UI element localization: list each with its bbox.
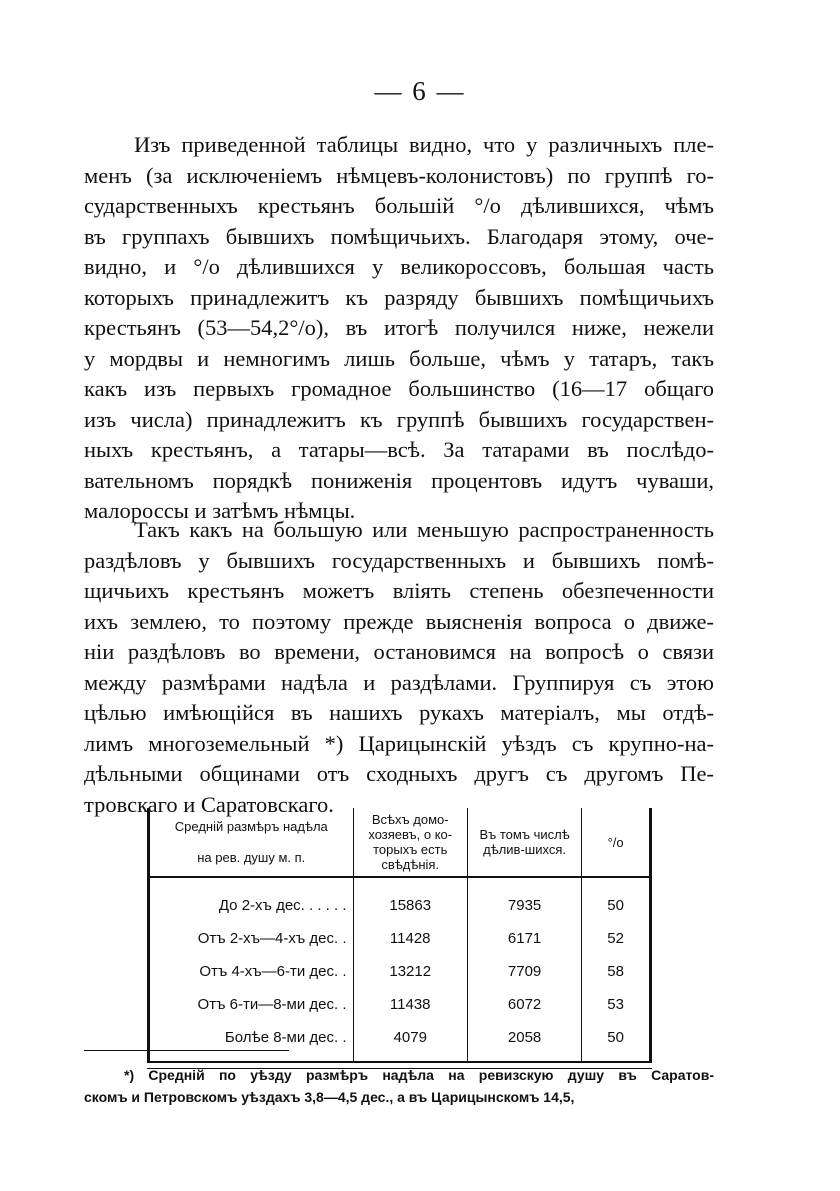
cell-all: 11438 xyxy=(353,988,467,1021)
text-line: видно, и °/о дѣлившихся у великороссовъ, большая часть xyxy=(84,254,714,279)
text-line: менъ (за исключенiемъ нѣмцевъ-колонистовъ) по группѣ го- xyxy=(84,162,714,188)
footnote-divider xyxy=(84,1050,289,1051)
header-allotment-size xyxy=(149,808,354,877)
header-all-households: Всѣхъ домо-хозяевъ, о ко-торыхъ есть свѣдѣнiя. xyxy=(353,808,467,877)
header-size-line2: на рев. душу м. п. xyxy=(197,850,306,865)
text-line: какъ изъ первыхъ громадное большинство (16—17 общаго xyxy=(84,376,714,401)
text-line: нiи раздѣловъ во времени, остановимся на вопросѣ о связи xyxy=(84,639,714,664)
text-line: крестьянъ (53—54,2°/о), въ итогѣ получился ниже, нежели xyxy=(84,315,714,340)
cell-divided: 6171 xyxy=(467,922,581,955)
header-percent: °/о xyxy=(582,808,651,877)
cell-divided: 7709 xyxy=(467,955,581,988)
table-row xyxy=(149,988,651,1021)
text-line: которыхъ принадлежитъ къ разряду бывшихъ помѣщичьихъ xyxy=(84,284,714,310)
table-row xyxy=(149,922,651,955)
footnote-line: *) Среднiй по уѣзду размѣръ надѣла на ревизскую душу въ Саратов- xyxy=(124,1067,714,1083)
cell-divided: 2058 xyxy=(467,1021,581,1061)
text-line: сударственныхъ крестьянъ большiй °/о дѣлившихся, чѣмъ xyxy=(84,193,714,218)
cell-all: 4079 xyxy=(353,1021,467,1061)
text-line: тровскаго и Саратовскаго. xyxy=(84,791,334,817)
cell-size: Болѣе 8-ми дес. . xyxy=(149,1021,354,1061)
cell-all: 13212 xyxy=(353,955,467,988)
text-line: ныхъ крестьянъ, а татары—всѣ. За татарами въ послѣдо- xyxy=(84,437,714,462)
text-line: щичьихъ крестьянъ можетъ влiять степень обезпеченности xyxy=(84,578,714,603)
cell-percent: 58 xyxy=(582,955,651,988)
cell-size: До 2-хъ дес. . . . . . xyxy=(149,877,354,922)
text-line: Изъ приведенной таблицы видно, что у различныхъ пле- xyxy=(134,132,714,157)
text-line: дѣльными общинами отъ сходныхъ другъ съ другомъ Пе- xyxy=(84,761,714,786)
text-line: Такъ какъ на большую или меньшую распространенность xyxy=(134,517,714,542)
table-row xyxy=(149,1021,651,1061)
text-line: ихъ землею, то поэтому прежде выясненiя вопроса о движе- xyxy=(84,608,714,634)
paragraph-1 xyxy=(84,130,714,527)
cell-percent: 53 xyxy=(582,988,651,1021)
text-line: у мордвы и немногимъ лишь больше, чѣмъ у татаръ, такъ xyxy=(84,345,714,371)
cell-percent: 50 xyxy=(582,877,651,922)
cell-percent: 52 xyxy=(582,922,651,955)
header-divided: Въ томъ числѣ дѣлив-шихся. xyxy=(467,808,581,877)
page-number: — 6 — xyxy=(374,76,466,106)
text-line: цѣлью имѣющiйся въ нашихъ рукахъ матерiалъ, мы отдѣ- xyxy=(84,700,714,725)
table-header-row xyxy=(149,808,651,877)
footnote-line: скомъ и Петровскомъ уѣздахъ 3,8—4,5 дес., а въ Царицынскомъ 14,5, xyxy=(84,1089,575,1105)
cell-divided: 6072 xyxy=(467,988,581,1021)
text-line: лимъ многоземельный *) Царицынскiй уѣздъ съ крупно-на- xyxy=(84,730,714,756)
paragraph-2 xyxy=(84,515,714,820)
text-line: между размѣрами надѣла и раздѣлами. Группируя съ этою xyxy=(84,669,714,695)
text-line: въ группахъ бывшихъ помѣщичьихъ. Благодаря этому, оче- xyxy=(84,223,714,249)
cell-size: Отъ 6-ти—8-ми дес. . xyxy=(149,988,354,1021)
cell-all: 11428 xyxy=(353,922,467,955)
cell-divided: 7935 xyxy=(467,877,581,922)
header-size-line1: Среднiй размѣръ надѣла xyxy=(174,819,328,834)
table-row xyxy=(149,877,651,922)
data-table xyxy=(147,808,652,1061)
allotment-table xyxy=(147,808,652,1069)
text-line: вательномъ порядкѣ пониженiя процентовъ идутъ чуваши, xyxy=(84,467,714,493)
text-line: раздѣловъ у бывшихъ государственныхъ и бывшихъ помѣ- xyxy=(84,547,714,573)
footnote xyxy=(84,1064,714,1108)
cell-percent: 50 xyxy=(582,1021,651,1061)
table-row xyxy=(149,955,651,988)
cell-size: Отъ 2-хъ—4-хъ дес. . xyxy=(149,922,354,955)
text-line: малороссы и затѣмъ нѣмцы. xyxy=(84,498,356,523)
cell-size: Отъ 4-хъ—6-ти дес. . xyxy=(149,955,354,988)
cell-all: 15863 xyxy=(353,877,467,922)
text-line: изъ числа) принадлежитъ къ группѣ бывшихъ государствен- xyxy=(84,406,714,432)
